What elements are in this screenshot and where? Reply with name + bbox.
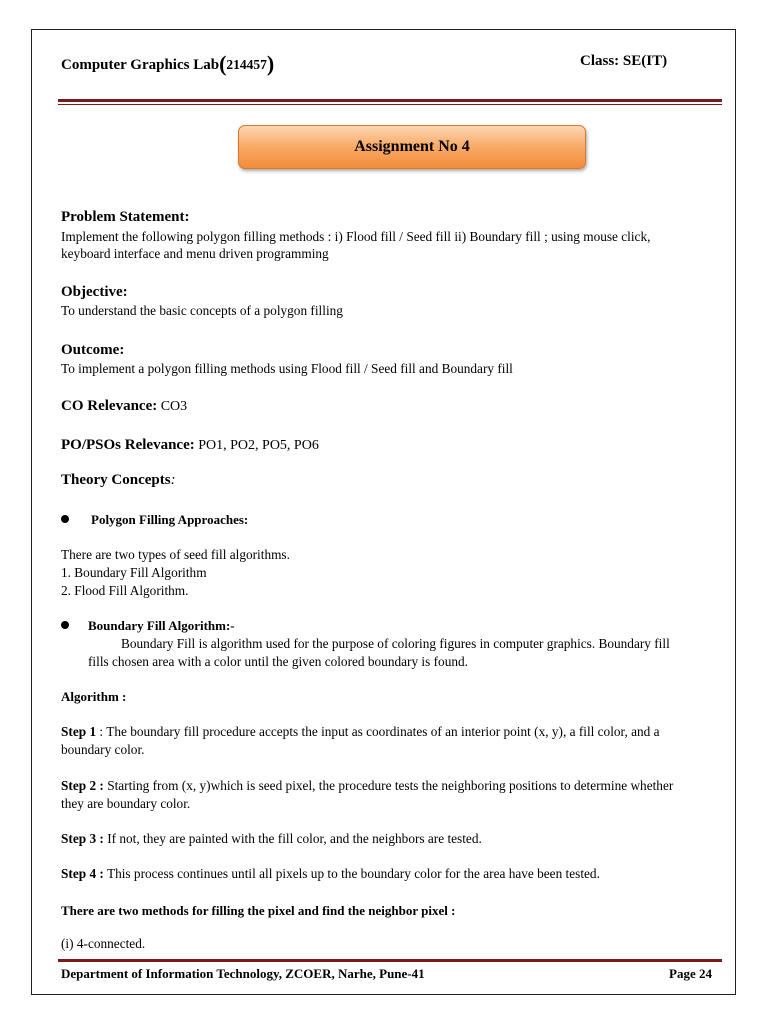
outcome-text: To implement a polygon filling methods using Flood fill / Seed fill and Boundary fill xyxy=(61,361,513,376)
step-4-line1: Step 4 : This process continues until all pixels up to the boundary color for the area have been tested. xyxy=(61,866,600,881)
boundary-text-line2: fills chosen area with a color until the given colored boundary is found. xyxy=(88,654,468,669)
footer-page-number: Page 24 xyxy=(669,966,712,981)
header-class-label: Class: SE(IT) xyxy=(580,53,668,69)
problem-text-line1: Implement the following polygon filling methods : i) Flood fill / Seed fill ii) Boundary fill ; using mouse click, xyxy=(61,229,651,244)
approaches-intro: There are two types of seed fill algorithms. xyxy=(61,547,290,562)
methods-item1: (i) 4-connected. xyxy=(61,936,146,951)
methods-heading: There are two methods for filling the pixel and find the neighbor pixel : xyxy=(61,903,456,918)
step-3-line1: Step 3 : If not, they are painted with the fill color, and the neighbors are tested. xyxy=(61,831,482,846)
outcome-heading: Outcome: xyxy=(61,342,125,358)
bullet-icon xyxy=(61,515,69,523)
step-2-line1: Step 2 : Starting from (x, y)which is seed pixel, the procedure tests the neighboring positions to determine whether xyxy=(61,778,674,793)
assignment-banner xyxy=(238,125,586,169)
step-1-line2: boundary color. xyxy=(61,742,145,757)
footer-department: Department of Information Technology, ZCOER, Narhe, Pune-41 xyxy=(61,966,425,981)
header-rule-thin xyxy=(58,104,722,105)
problem-heading: Problem Statement: xyxy=(61,209,190,225)
footer-rule xyxy=(58,959,722,962)
problem-text-line2: keyboard interface and menu driven programming xyxy=(61,246,329,261)
step-2-line2: they are boundary color. xyxy=(61,796,191,811)
boundary-text-line1: Boundary Fill is algorithm used for the purpose of coloring figures in computer graphics. Boundary fill xyxy=(121,636,670,651)
objective-heading: Objective: xyxy=(61,284,128,300)
co-relevance: CO Relevance: CO3 xyxy=(61,398,188,414)
objective-text: To understand the basic concepts of a polygon filling xyxy=(61,303,343,318)
algorithm-heading: Algorithm : xyxy=(61,689,127,704)
header-course-title: Computer Graphics Lab(214457) xyxy=(61,51,275,76)
step-1-line1: Step 1 : The boundary fill procedure accepts the input as coordinates of an interior point (x, y), a fill color, and a xyxy=(61,724,660,739)
bullet-icon xyxy=(61,621,69,629)
theory-heading: Theory Concepts: xyxy=(61,472,176,488)
assignment-title: Assignment No 4 xyxy=(354,138,470,155)
approaches-item1: 1. Boundary Fill Algorithm xyxy=(61,565,207,580)
approaches-title: Polygon Filling Approaches: xyxy=(91,512,249,527)
header-rule-thick xyxy=(58,99,722,102)
approaches-item2: 2. Flood Fill Algorithm. xyxy=(61,583,189,598)
po-relevance: PO/PSOs Relevance: PO1, PO2, PO5, PO6 xyxy=(61,437,319,453)
boundary-title: Boundary Fill Algorithm:- xyxy=(88,618,235,633)
